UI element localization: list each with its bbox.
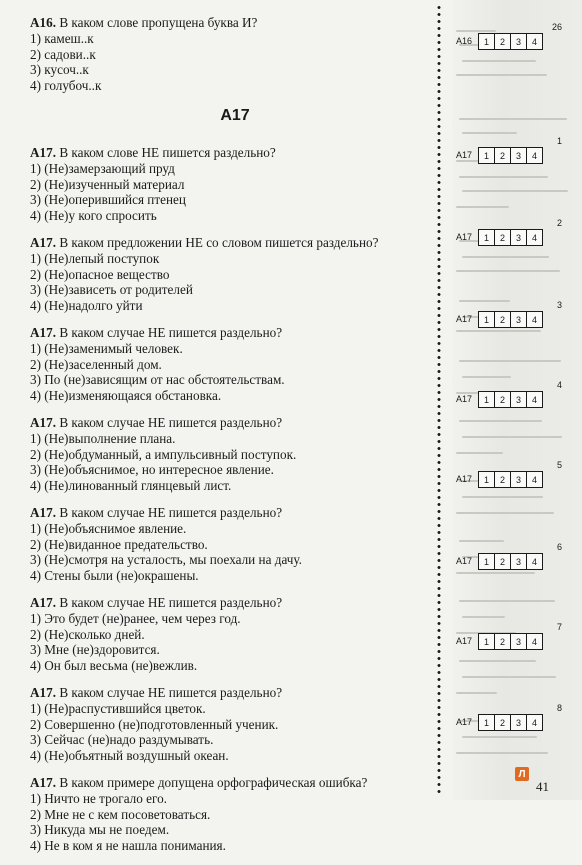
question-a17-6 [30, 595, 430, 673]
bleed-through-stroke [462, 190, 568, 192]
question-a17-5 [30, 505, 430, 583]
option-2: 2) (Не)изученный материал [30, 176, 185, 192]
bleed-through-stroke [456, 572, 535, 574]
option-3: 3) (Не)зависеть от родителей [30, 282, 193, 297]
answer-cell-4[interactable]: 4 [526, 229, 543, 246]
answer-cell-4[interactable]: 4 [526, 391, 543, 408]
question-a17-4 [30, 415, 430, 493]
bleed-through-stroke [462, 60, 536, 62]
answer-box-number: 7 [556, 622, 562, 632]
option-3: 3) (Не)смотря на усталость, мы поехали на дачу. [30, 552, 302, 567]
answer-cell-1[interactable]: 1 [478, 553, 495, 570]
answer-box-label: А17 [456, 232, 473, 242]
answer-cell-1[interactable]: 1 [478, 33, 495, 50]
question-a16 [30, 15, 430, 93]
option-1: 1) (Не)объяснимое явление. [30, 521, 187, 536]
question-code: А16. [30, 15, 57, 30]
question-a17-8 [30, 775, 430, 853]
bleed-through-stroke [459, 660, 536, 662]
answer-cell-2[interactable]: 2 [494, 714, 511, 731]
section-heading: А17 [220, 107, 250, 124]
option-1: 1) (Не)замерзающий пруд [30, 161, 175, 176]
answer-cells [478, 714, 543, 731]
bleed-through-stroke [462, 436, 562, 438]
option-4: 4) (Не)линованный глянцевый лист. [30, 477, 232, 493]
option-4: 4) (Не)надолго уйти [30, 297, 143, 313]
question-a17-2 [30, 235, 430, 313]
option-1: 1) Ничто не трогало его. [30, 791, 167, 806]
option-2: 2) (Не)заселенный дом. [30, 356, 162, 372]
bleed-through-stroke [456, 692, 497, 694]
option-4: 4) Не в ком я не нашла понимания. [30, 837, 226, 853]
answer-cells [478, 33, 543, 50]
option-4: 4) Стены были (не)окрашены. [30, 567, 199, 583]
option-4: 4) Он был весьма (не)вежлив. [30, 657, 198, 673]
bleed-through-stroke [456, 512, 554, 514]
answer-box-label: А17 [456, 636, 473, 646]
answer-box-label: А16 [456, 36, 473, 46]
answer-cell-3[interactable]: 3 [510, 714, 527, 731]
question-code: А17. [30, 415, 57, 430]
answer-cell-2[interactable]: 2 [494, 471, 511, 488]
option-3: 3) Мне (не)здоровится. [30, 642, 160, 657]
answer-cell-1[interactable]: 1 [478, 147, 495, 164]
answer-box-a17-7 [454, 622, 564, 652]
answer-cells [478, 391, 543, 408]
answer-box-number: 6 [556, 542, 562, 552]
answer-cell-1[interactable]: 1 [478, 633, 495, 650]
answer-cell-1[interactable]: 1 [478, 391, 495, 408]
page-number: 41 [536, 779, 549, 794]
answer-cell-1[interactable]: 1 [478, 311, 495, 328]
perforation-line [437, 4, 441, 794]
bleed-through-stroke [456, 330, 541, 332]
answer-cell-4[interactable]: 4 [526, 553, 543, 570]
option-3: 3) Сейчас (не)надо раздумывать. [30, 732, 214, 747]
question-code: А17. [30, 595, 57, 610]
question-code: А17. [30, 145, 57, 160]
question-text: А17. В каком случае НЕ пишется раздельно? [30, 595, 283, 610]
bleed-through-stroke [462, 616, 505, 618]
bleed-through-stroke [456, 752, 548, 754]
answer-box-a17-1 [454, 136, 564, 166]
answer-box-a17-6 [454, 542, 564, 572]
question-text: А17. В каком примере допущена орфографическая ошибка? [30, 775, 368, 790]
bleed-through-stroke [459, 176, 548, 178]
answer-cell-1[interactable]: 1 [478, 229, 495, 246]
bleed-through-stroke [456, 452, 503, 454]
answer-cell-3[interactable]: 3 [510, 471, 527, 488]
bleed-through-stroke [456, 270, 560, 272]
answer-cell-3[interactable]: 3 [510, 553, 527, 570]
bleed-through-stroke [459, 118, 567, 120]
answer-box-label: А17 [456, 556, 473, 566]
bleed-through-stroke [459, 600, 555, 602]
question-code: А17. [30, 685, 57, 700]
answer-cell-4[interactable]: 4 [526, 311, 543, 328]
bleed-through-stroke [462, 736, 537, 738]
answer-cells [478, 553, 543, 570]
bleed-through-stroke [462, 496, 543, 498]
option-4: 4) (Не)объятный воздушный океан. [30, 747, 229, 763]
answer-box-number: 3 [556, 300, 562, 310]
option-1: 1) (Не)выполнение плана. [30, 431, 176, 446]
answer-cell-3[interactable]: 3 [510, 633, 527, 650]
option-2: 2) Мне не с кем посоветоваться. [30, 806, 211, 822]
option-2: 2) садови..к [30, 46, 96, 62]
question-code: А17. [30, 235, 57, 250]
bleed-through-stroke [462, 256, 549, 258]
question-text: А17. В каком случае НЕ пишется раздельно? [30, 325, 283, 340]
question-a17-3 [30, 325, 430, 403]
question-a17-1 [30, 145, 430, 223]
answer-cell-4[interactable]: 4 [526, 633, 543, 650]
answer-box-label: А17 [456, 474, 473, 484]
answer-cell-2[interactable]: 2 [494, 229, 511, 246]
answer-cell-3[interactable]: 3 [510, 311, 527, 328]
bleed-through-stroke [459, 360, 561, 362]
question-text: А17. В каком слове НЕ пишется раздельно? [30, 145, 276, 160]
question-text: А17. В каком случае НЕ пишется раздельно? [30, 685, 283, 700]
answer-box-a17-5 [454, 460, 564, 490]
option-2: 2) (Не)опасное вещество [30, 266, 170, 282]
option-1: 1) (Не)заменимый человек. [30, 341, 183, 356]
answer-box-a16 [454, 22, 564, 52]
option-4: 4) голубоч..к [30, 77, 102, 93]
option-2: 2) (Не)сколько дней. [30, 626, 145, 642]
answer-box-label: А17 [456, 150, 473, 160]
question-a17-7 [30, 685, 430, 763]
answer-cell-2[interactable]: 2 [494, 633, 511, 650]
option-1: 1) (Не)лепый поступок [30, 251, 160, 266]
answer-cells [478, 229, 543, 246]
option-1: 1) камеш..к [30, 31, 94, 46]
answer-cells [478, 311, 543, 328]
answer-cell-4[interactable]: 4 [526, 471, 543, 488]
answer-box-label: А17 [456, 314, 473, 324]
questions-column [30, 15, 430, 865]
answer-cell-2[interactable]: 2 [494, 33, 511, 50]
bleed-through-stroke [462, 676, 556, 678]
answer-box-label: А17 [456, 394, 473, 404]
question-code: А17. [30, 775, 57, 790]
option-4: 4) (Не)у кого спросить [30, 207, 157, 223]
question-code: А17. [30, 505, 57, 520]
bleed-through-stroke [456, 206, 509, 208]
answer-cell-3[interactable]: 3 [510, 147, 527, 164]
answer-cell-4[interactable]: 4 [526, 33, 543, 50]
option-1: 1) Это будет (не)ранее, чем через год. [30, 611, 241, 626]
bleed-through-stroke [456, 74, 547, 76]
answer-cell-2[interactable]: 2 [494, 147, 511, 164]
question-code: А17. [30, 325, 57, 340]
bleed-through-stroke [462, 132, 517, 134]
answer-box-number: 1 [556, 136, 562, 146]
option-2: 2) (Не)виданное предательство. [30, 536, 208, 552]
answer-box-a17-3 [454, 300, 564, 330]
option-3: 3) (Не)объяснимое, но интересное явление. [30, 462, 274, 477]
answer-box-number: 4 [556, 380, 562, 390]
option-3: 3) По (не)зависящим от нас обстоятельствам. [30, 372, 285, 387]
option-2: 2) (Не)обдуманный, а импульсивный поступок. [30, 446, 297, 462]
answer-box-a17-4 [454, 380, 564, 410]
answer-cell-4[interactable]: 4 [526, 714, 543, 731]
answer-cell-2[interactable]: 2 [494, 553, 511, 570]
answer-cell-2[interactable]: 2 [494, 311, 511, 328]
option-3: 3) Никуда мы не поедем. [30, 822, 170, 837]
answer-box-a17-2 [454, 218, 564, 248]
answer-box-number: 2 [556, 218, 562, 228]
publisher-logo-icon: Л [515, 767, 529, 781]
bleed-through-stroke [459, 420, 542, 422]
question-text: А17. В каком случае НЕ пишется раздельно? [30, 505, 283, 520]
question-text: А16. В каком слове пропущена буква И? [30, 15, 258, 30]
answer-cell-2[interactable]: 2 [494, 391, 511, 408]
question-text: А17. В каком случае НЕ пишется раздельно? [30, 415, 283, 430]
answer-box-a17-8 [454, 703, 564, 733]
option-2: 2) Совершенно (не)подготовленный ученик. [30, 716, 279, 732]
answer-box-number: 8 [556, 703, 562, 713]
question-text: А17. В каком предложении НЕ со словом пишется раздельно? [30, 235, 379, 250]
option-3: 3) (Не)оперившийся птенец [30, 192, 186, 207]
answer-cell-1[interactable]: 1 [478, 714, 495, 731]
answer-cell-4[interactable]: 4 [526, 147, 543, 164]
answer-cell-3[interactable]: 3 [510, 229, 527, 246]
answer-cell-3[interactable]: 3 [510, 33, 527, 50]
answer-cells [478, 471, 543, 488]
option-1: 1) (Не)распустившийся цветок. [30, 701, 206, 716]
answer-cells [478, 147, 543, 164]
answer-cell-3[interactable]: 3 [510, 391, 527, 408]
option-3: 3) кусоч..к [30, 62, 89, 77]
bleed-through-stroke [462, 376, 511, 378]
answer-box-number: 5 [556, 460, 562, 470]
answer-cell-1[interactable]: 1 [478, 471, 495, 488]
answer-cells [478, 633, 543, 650]
option-4: 4) (Не)изменяющаяся обстановка. [30, 387, 222, 403]
answer-box-number: 26 [551, 22, 562, 32]
answer-box-label: А17 [456, 717, 473, 727]
